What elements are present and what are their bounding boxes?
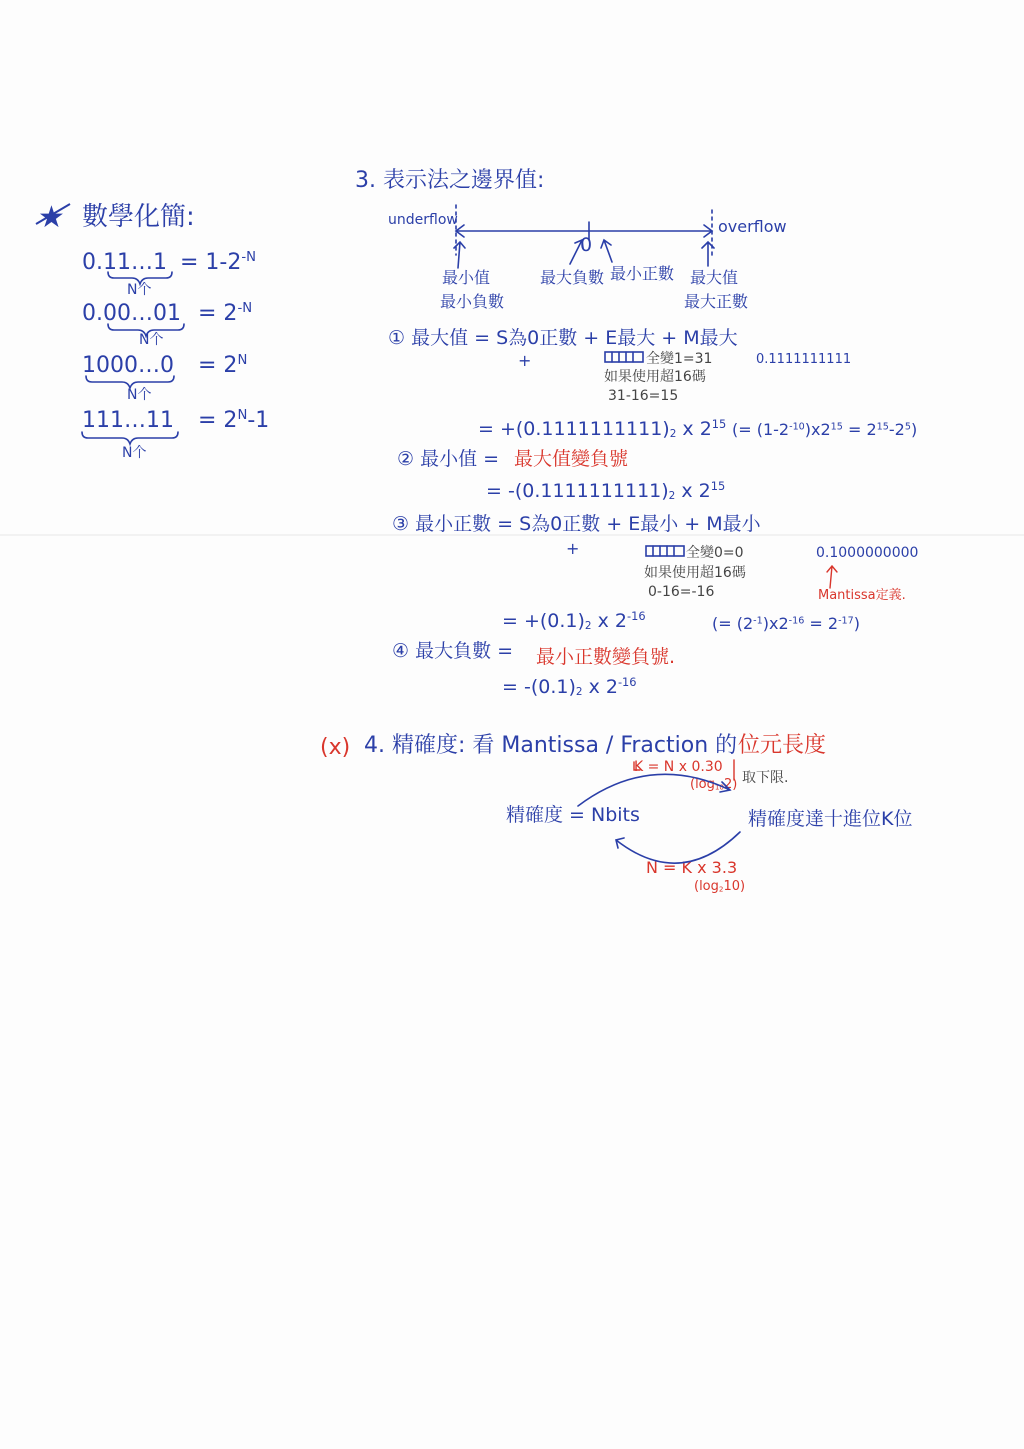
brace-1 — [108, 272, 172, 284]
brace-label: N个 — [127, 282, 152, 298]
formula-rhs: = $2^N$ — [198, 353, 248, 378]
bottom-conversion-formula: N = K x 3.3 — [646, 858, 738, 877]
brace-3 — [86, 376, 174, 388]
section3-title: 3. 表示法之邊界值: — [355, 168, 545, 193]
brace-label: N个 — [127, 387, 152, 403]
item3-mantissa: 0.1000000000 — [816, 545, 919, 561]
star-strike — [36, 204, 70, 224]
precision-decimal-node: 精確度達十進位K位 — [748, 808, 913, 830]
item1-plus: + — [518, 351, 532, 370]
item4-red-note: 最小正數變負號. — [536, 646, 676, 668]
item1-aside: (= $(1-2^{-10})x2^{15} = 2^{15}-2^5$) — [732, 420, 918, 439]
brace-label: N个 — [122, 445, 147, 461]
star-icon: ★ — [38, 200, 65, 235]
item4-result: = $-(0.1)_2$ x $2^{-16}$ — [502, 675, 637, 699]
label-max-negative: 最大負數 — [540, 268, 605, 287]
item3-exp-note2: 如果使用超16碼 — [644, 565, 746, 581]
brace-2 — [108, 324, 184, 336]
section4-prefix: (x) — [320, 735, 351, 760]
item1-mantissa: 0.1111111111 — [756, 352, 852, 367]
cycle-arrow-bottom — [616, 832, 740, 863]
item3-mantissa-note: Mantissa定義. — [818, 588, 906, 603]
label-max-value: 最大值 — [690, 268, 739, 287]
top-conversion-log: $(\log_{10}2)$ — [690, 777, 738, 792]
top-conversion-formula: K = N x 0.30 — [634, 759, 723, 775]
item3-plus: + — [566, 539, 580, 558]
exponent-box-1 — [605, 352, 643, 362]
section4-title-red: 位元長度 — [738, 733, 827, 758]
brace-4 — [82, 432, 178, 444]
mantissa-pointer-arrow — [827, 566, 837, 588]
bottom-conversion-log: $(\log_210)$ — [694, 879, 746, 894]
exponent-box-2 — [646, 546, 684, 556]
item2-result: = $-(0.1111111111)_2$ x $2^{15}$ — [486, 479, 726, 503]
item3-aside: (= $(2^{-1})x2^{-16} = 2^{-17}$) — [712, 614, 860, 633]
zero-label: 0 — [580, 234, 593, 256]
arrow-min-pos — [601, 240, 612, 262]
formula-lhs: 1000…0 — [82, 353, 174, 378]
item3-exp-note1: 全變0=0 — [686, 545, 744, 561]
item1-exp-note3: 31-16=15 — [608, 388, 679, 404]
item3-exp-note3: 0-16=-16 — [648, 584, 715, 600]
label-max-positive: 最大正數 — [684, 292, 749, 311]
item3-head: ③ 最小正數 = S為0正數 + E最小 + M最小 — [392, 513, 761, 535]
item1-exp-note1: 全變1=31 — [646, 351, 713, 367]
formula-rhs: = $1-2^{-N}$ — [180, 250, 256, 275]
cycle-arrow-top — [578, 774, 730, 806]
formula-lhs: 0.00…01 — [82, 301, 181, 326]
label-min-positive: 最小正數 — [610, 264, 675, 283]
formula-rhs: = $2^N-1$ — [198, 408, 270, 433]
brace-label: N个 — [139, 332, 164, 348]
precision-bits-node: 精確度 = Nbits — [506, 804, 640, 826]
item1-result: = $+(0.1111111111)_2$ x $2^{15}$ — [478, 417, 727, 441]
left-title: 數學化簡: — [82, 202, 195, 232]
formula-rhs: = $2^{-N}$ — [198, 301, 253, 326]
top-formula-bracket — [634, 762, 640, 770]
item2-red-note: 最大值變負號 — [514, 448, 629, 470]
label-min-value: 最小值 — [442, 268, 491, 287]
item2-head: ② 最小值 = — [397, 448, 500, 470]
item1-head: ① 最大值 = S為0正數 + E最大 + M最大 — [388, 327, 738, 349]
item4-head: ④ 最大負數 = — [392, 640, 514, 662]
underflow-label: underflow — [388, 212, 458, 228]
arrow-max-neg — [570, 240, 583, 264]
overflow-label: overflow — [718, 217, 787, 236]
label-min-negative: 最小負數 — [440, 292, 505, 311]
top-conversion-note: 取下限. — [742, 770, 789, 786]
formula-lhs: 0.11…1 — [82, 250, 167, 275]
section4-title: 4. 精確度: 看 Mantissa / Fraction 的 — [364, 733, 738, 758]
item1-exp-note2: 如果使用超16碼 — [604, 369, 706, 385]
formula-lhs: 111…11 — [82, 408, 174, 433]
item3-result: = $+(0.1)_2$ x $2^{-16}$ — [502, 609, 646, 633]
